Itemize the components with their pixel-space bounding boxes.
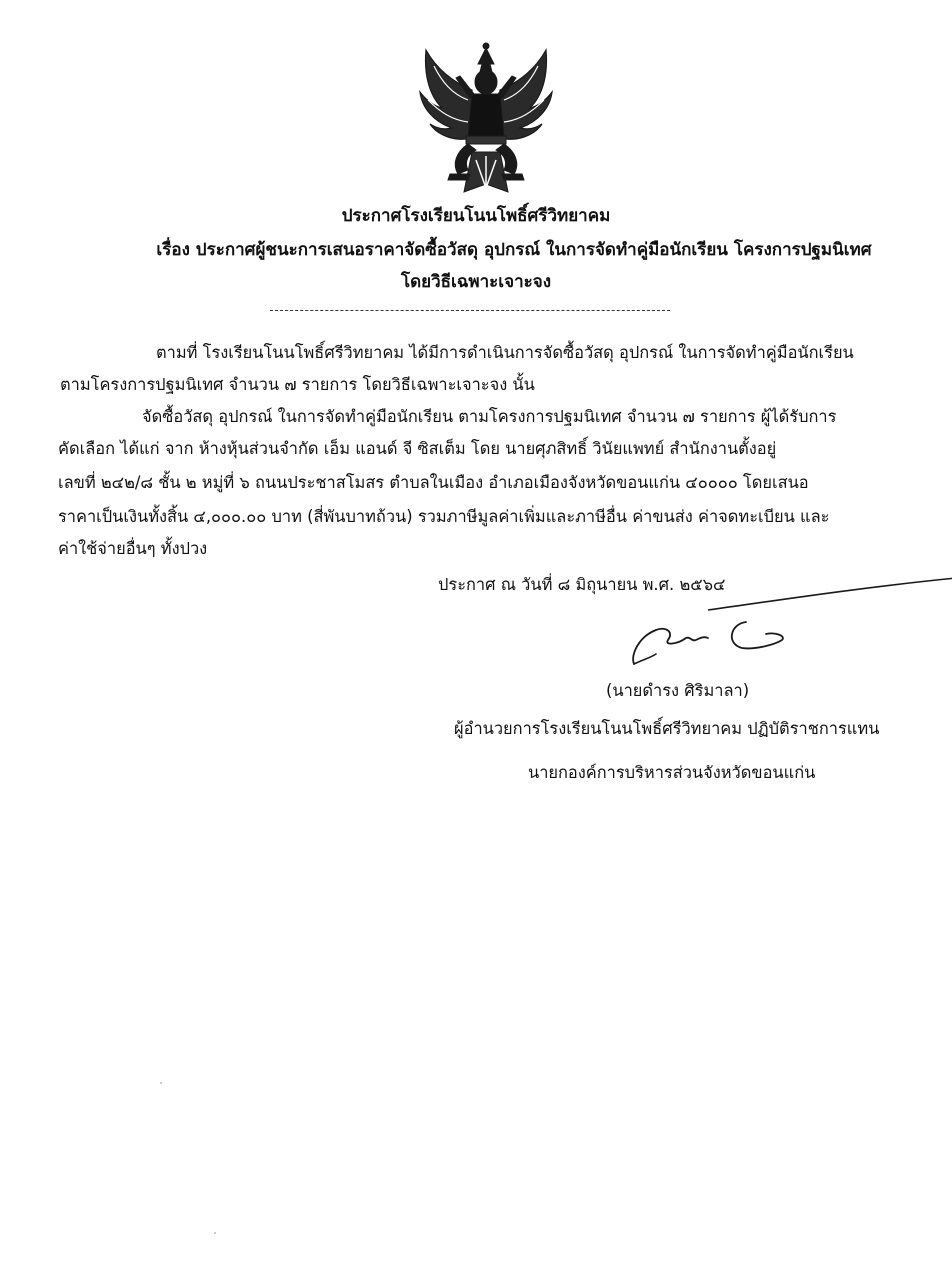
paragraph-2-line-3: เลขที่ ๒๔๒/๘ ชั้น ๒ หมู่ที่ ๖ ถนนประชาสโมสร ตำบลในเมือง อำเภอเมืองจังหวัดขอนแก่น ๔๐๐๐๐ โดยเสนอ [58,473,809,492]
paragraph-1-line-2: ตามโครงการปฐมนิเทศ จำนวน ๗ รายการ โดยวิธีเฉพาะเจาะจง นั้น [60,375,535,394]
announcement-title: ประกาศโรงเรียนโนนโพธิ์ศรีวิทยาคม [341,206,611,226]
dashed-separator [270,310,670,311]
scan-speck [160,1082,162,1084]
pen-stroke [706,574,952,614]
announcement-subject: เรื่อง ประกาศผู้ชนะการเสนอราคาจัดซื้อวัสดุ อุปกรณ์ ในการจัดทำคู่มือนักเรียน โครงการปฐมนิเทศ [156,240,872,260]
handwritten-signature [626,614,790,674]
paragraph-2-line-1: จัดซื้อวัสดุ อุปกรณ์ ในการจัดทำคู่มือนักเรียน ตามโครงการปฐมนิเทศ จำนวน ๗ รายการ ผู้ได้รับการ [142,407,837,426]
garuda-emblem-icon [412,42,560,200]
paragraph-1-line-1: ตามที่ โรงเรียนโนนโพธิ์ศรีวิทยาคม ได้มีการดำเนินการจัดซื้อวัสดุ อุปกรณ์ ในการจัดทำคู่มือนักเรียน [156,343,854,362]
signer-position-line-2: นายกองค์การบริหารส่วนจังหวัดขอนแก่น [528,763,816,782]
signer-position-line-1: ผู้อำนวยการโรงเรียนโนนโพธิ์ศรีวิทยาคม ปฏิบัติราชการแทน [454,719,880,738]
scan-speck [214,1232,216,1234]
paragraph-2-line-5: ค่าใช้จ่ายอื่นๆ ทั้งปวง [58,539,208,558]
signer-name: (นายดำรง ศิริมาลา) [606,681,750,700]
procurement-method: โดยวิธีเฉพาะเจาะจง [400,272,552,292]
paragraph-2-line-2: คัดเลือก ได้แก่ จาก ห้างหุ้นส่วนจำกัด เอ็ม แอนด์ จี ซิสเต็ม โดย นายศุภสิทธิ์ วินัยแพทย์ สำนักงานตั้งอยู่ [58,439,777,458]
announcement-date: ประกาศ ณ วันที่ ๘ มิถุนายน พ.ศ. ๒๕๖๔ [438,575,726,594]
paragraph-2-line-4: ราคาเป็นเงินทั้งสิ้น ๔,๐๐๐.๐๐ บาท (สี่พันบาทถ้วน) รวมภาษีมูลค่าเพิ่มและภาษีอื่น ค่าขนส่ง ค่าจดทะเบียน และ [58,507,830,526]
